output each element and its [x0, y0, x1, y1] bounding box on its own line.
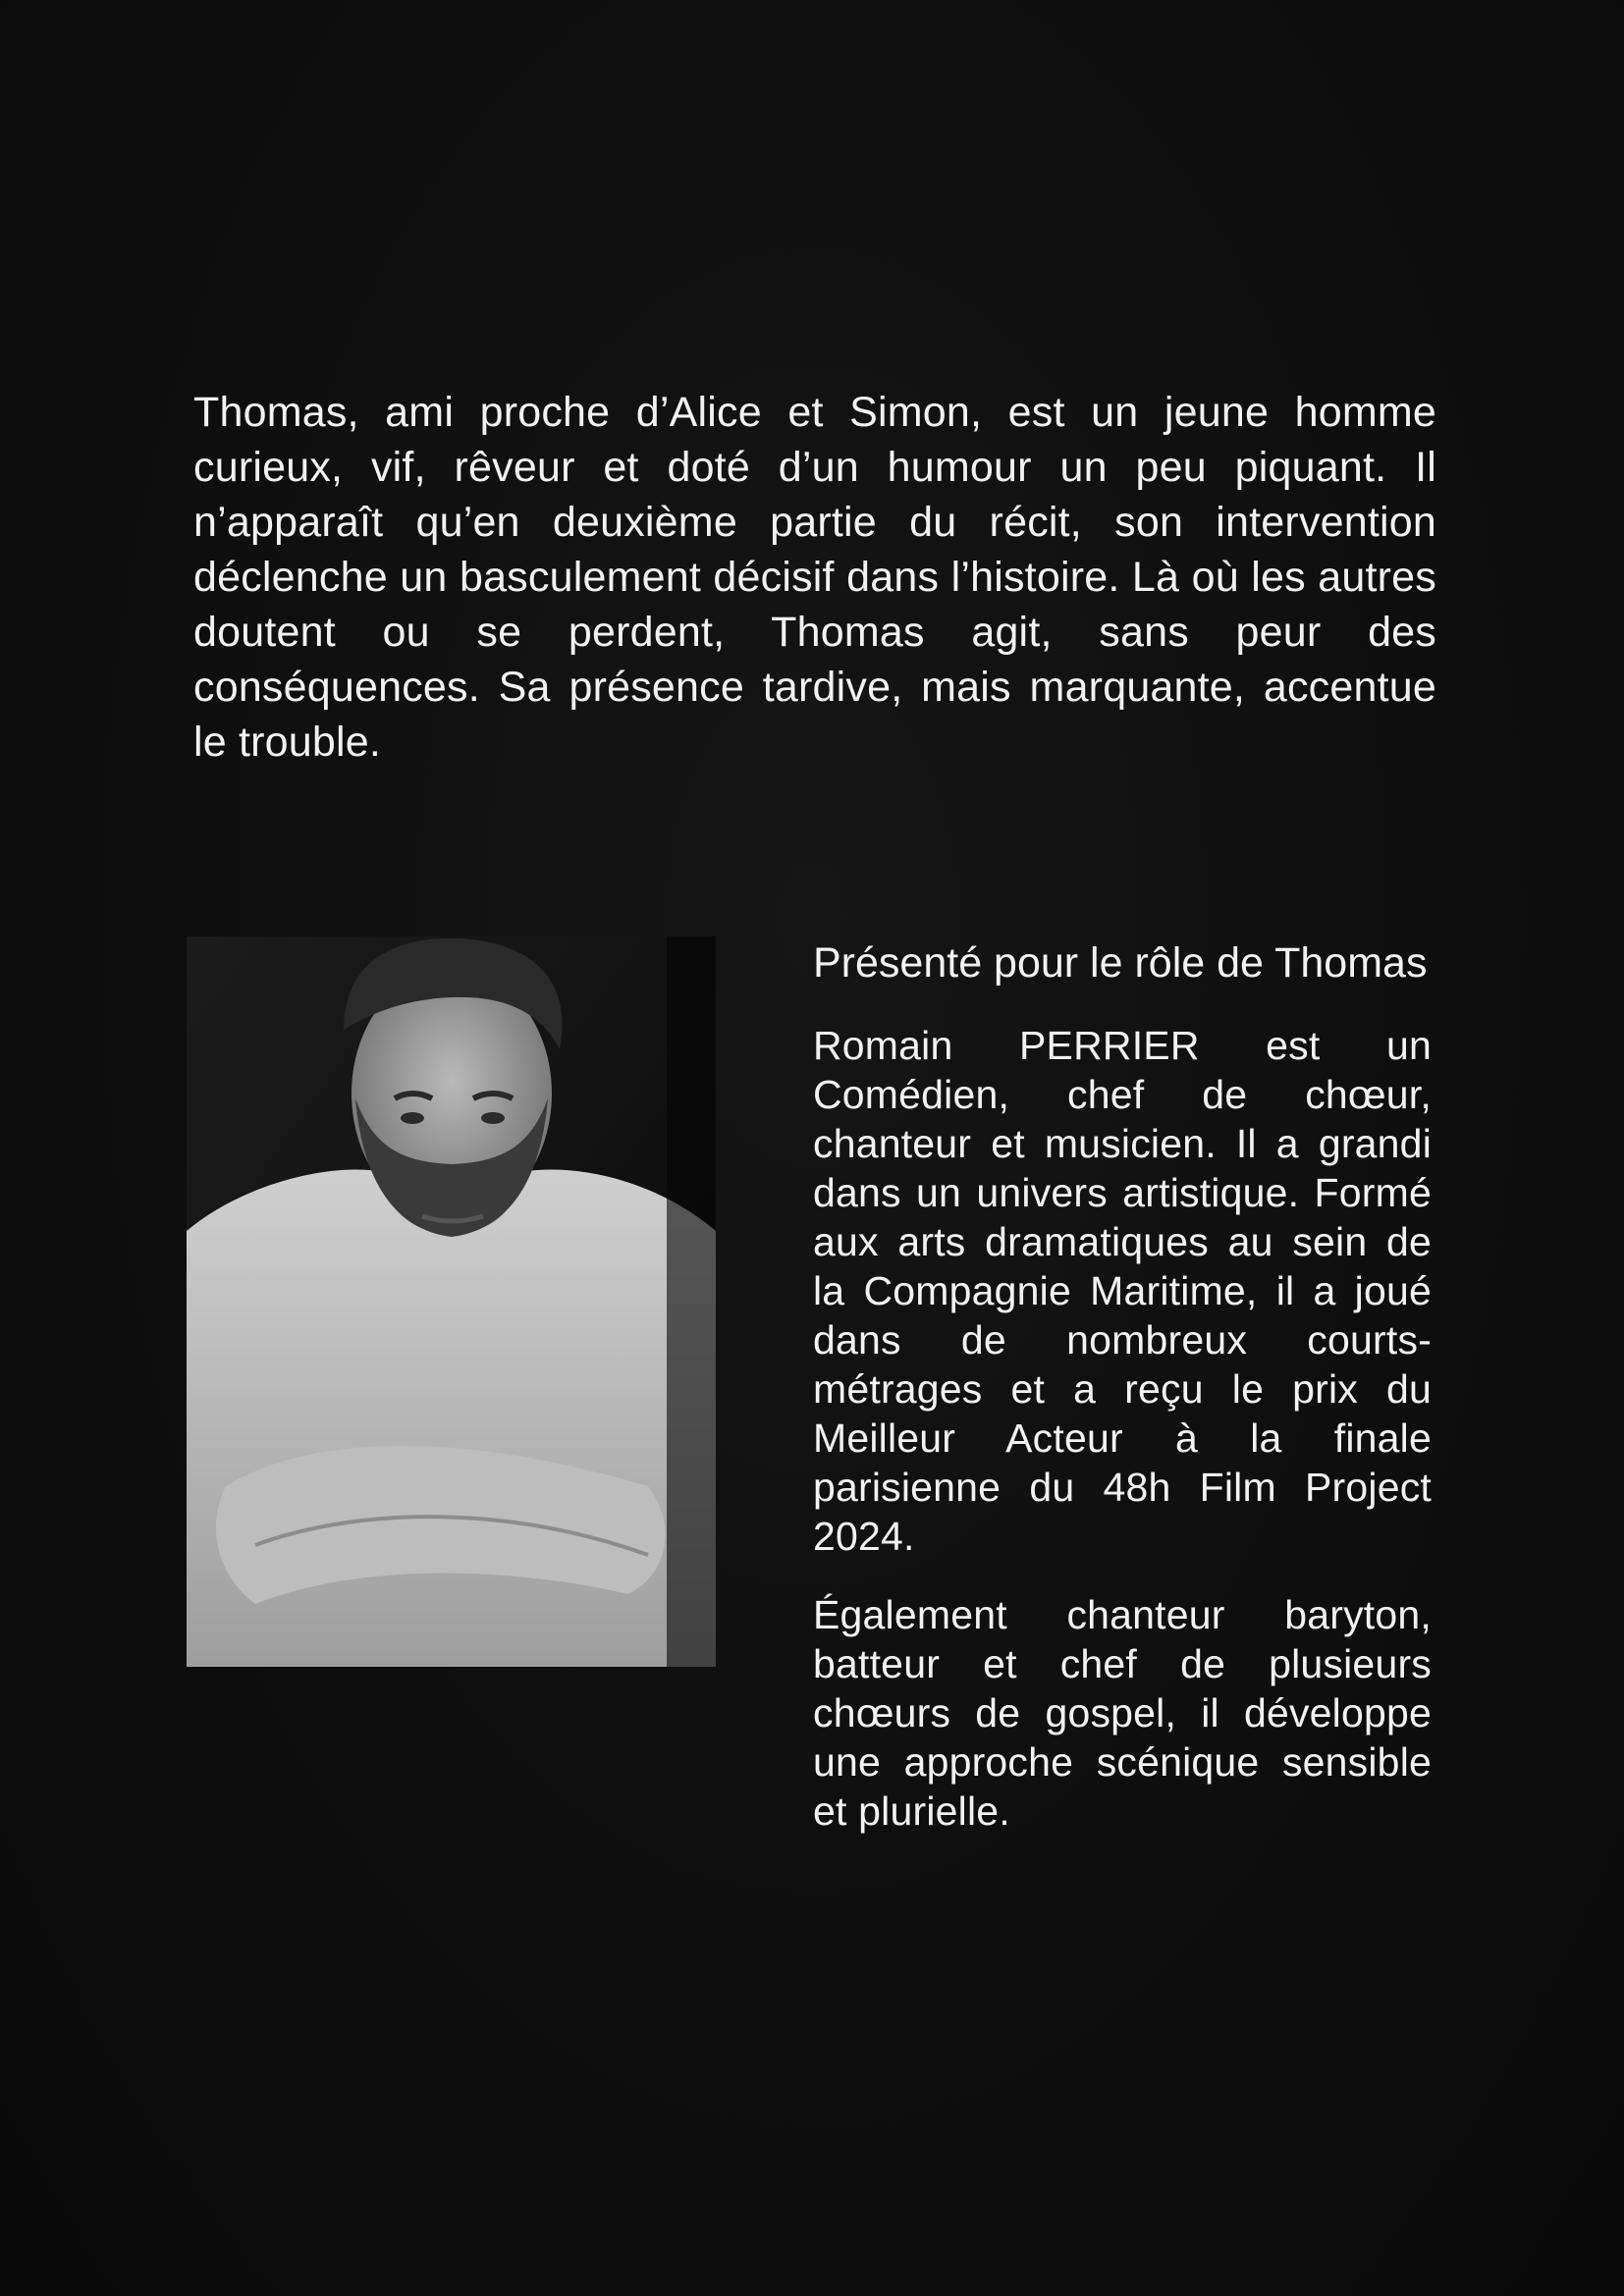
- character-description: Thomas, ami proche d’Alice et Simon, est un jeune homme curieux, vif, rêveur et doté d’un humour un peu piquant. Il n’apparaît qu’en deuxième partie du récit, son intervention déclenche un basculement décisif dans l’histoire. Là où les autres doutent ou se perdent, Thomas agit, sans peur des conséquences. Sa présence tardive, mais marquante, accentue le trouble.: [193, 389, 1436, 766]
- actor-portrait-photo: [187, 936, 716, 1667]
- bio-paragraph-1: Romain PERRIER est un Comédien, chef de chœur, chanteur et musicien. Il a grandi dans un univers artistique. Formé aux arts dramatiques au sein de la Compagnie Maritime, il a joué dans de nombreux courts-métrages et a reçu le prix du Meilleur Acteur à la finale parisienne du 48h Film Project 2024.: [813, 1023, 1432, 1559]
- actor-bio: [813, 936, 1432, 1865]
- role-heading: Présenté pour le rôle de Thomas: [813, 939, 1428, 987]
- portrait-illustration: [187, 936, 716, 1667]
- bio-paragraph-2: Également chanteur baryton, batteur et chef de plusieurs chœurs de gospel, il développe une approche scénique sensible et plurielle.: [813, 1592, 1432, 1834]
